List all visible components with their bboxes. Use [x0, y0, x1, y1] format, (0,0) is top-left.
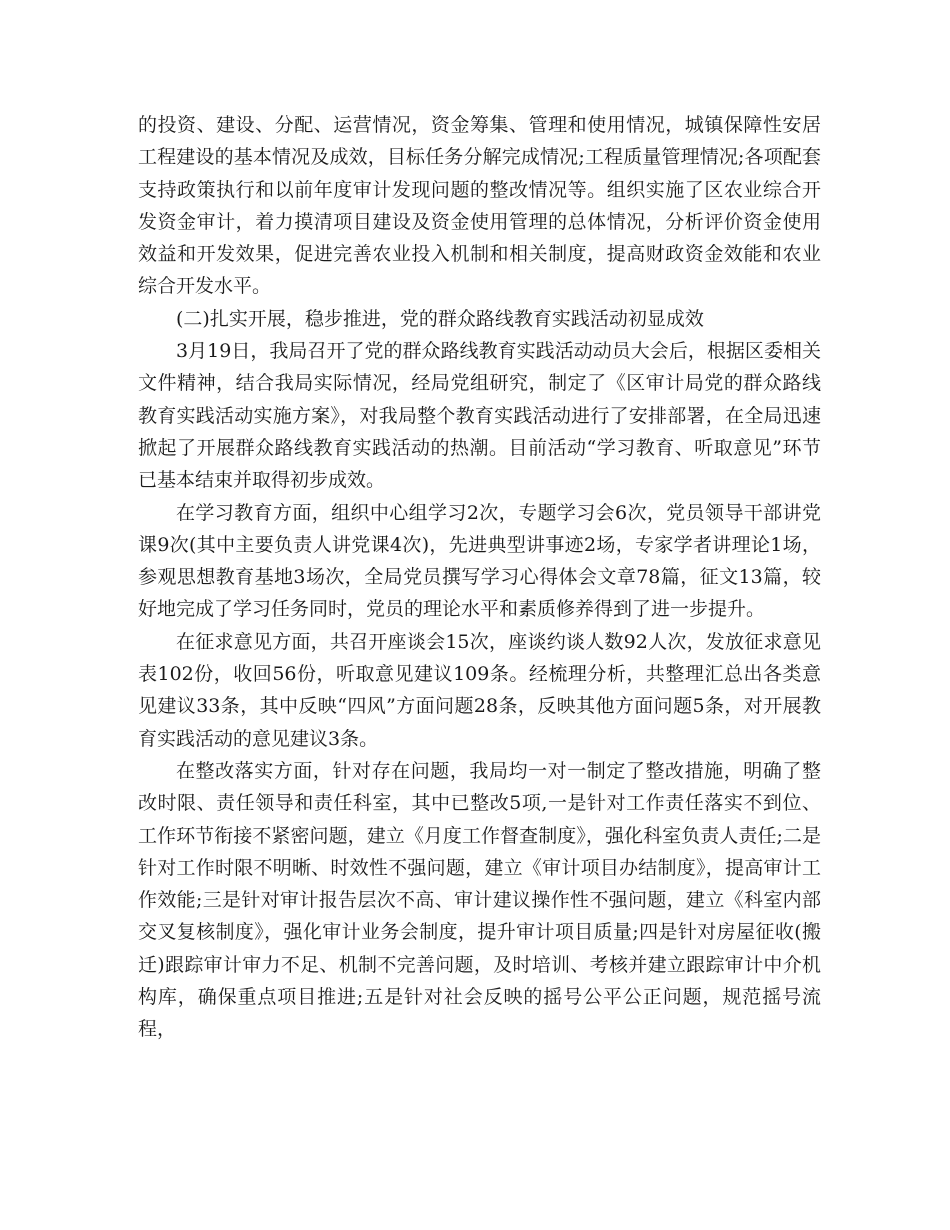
paragraph-mobilization: 3月19日，我局召开了党的群众路线教育实践活动动员大会后，根据区委相关文件精神，结合我局实际情况，经局党组研究，制定了《区审计局党的群众路线教育实践活动实施方案》，对我局整个教育实践活动进行了安排部署，在全局迅速掀起了开展群众路线教育实践活动的热潮。目前活动“学习教育、听取意见”环节已基本结束并取得初步成效。	[138, 340, 821, 492]
paragraph-study-education: 在学习教育方面，组织中心组学习2次，专题学习会6次，党员领导干部讲党课9次(其中主要负责人讲党课4次)，先进典型讲事迹2场，专家学者讲理论1场，参观思想教育基地3场次，全局党员撰写学习心得体会文章78篇，征文13篇，较好地完成了学习任务同时，党员的理论水平和素质修养得到了进一步提升。	[138, 501, 821, 621]
document-body	[138, 109, 821, 1046]
section-heading: (二)扎实开展，稳步推进，党的群众路线教育实践活动初显成效	[176, 307, 704, 330]
paragraph-rectification: 在整改落实方面，针对存在问题，我局均一对一制定了整改措施，明确了整改时限、责任领导和责任科室，其中已整改5项,一是针对工作责任落实不到位、工作环节衔接不紧密问题，建立《月度工作督查制度》，强化科室负责人责任;二是针对工作时限不明晰、时效性不强问题，建立《审计项目办结制度》，提高审计工作效能;三是针对审计报告层次不高、审计建议操作性不强问题，建立《科室内部交叉复核制度》，强化审计业务会制度，提升审计项目质量;四是针对房屋征收(搬迁)跟踪审计审力不足、机制不完善问题，及时培训、考核并建立跟踪审计中介机构库，确保重点项目推进;五是针对社会反映的摇号公平公正问题，规范摇号流程，	[138, 759, 821, 1041]
paragraph-continuation: 的投资、建设、分配、运营情况，资金筹集、管理和使用情况，城镇保障性安居工程建设的基本情况及成效，目标任务分解完成情况;工程质量管理情况;各项配套支持政策执行和以前年度审计发现问题的整改情况等。组织实施了区农业综合开发资金审计，着力摸清项目建设及资金使用管理的总体情况，分析评价资金使用效益和开发效果，促进完善农业投入机制和相关制度，提高财政资金效能和农业综合开发水平。	[138, 114, 821, 298]
paragraph-soliciting-opinions: 在征求意见方面，共召开座谈会15次，座谈约谈人数92人次，发放征求意见表102份，收回56份，听取意见建议109条。经梳理分析，共整理汇总出各类意见建议33条，其中反映“四风”方面问题28条，反映其他方面问题5条，对开展教育实践活动的意见建议3条。	[138, 630, 821, 750]
